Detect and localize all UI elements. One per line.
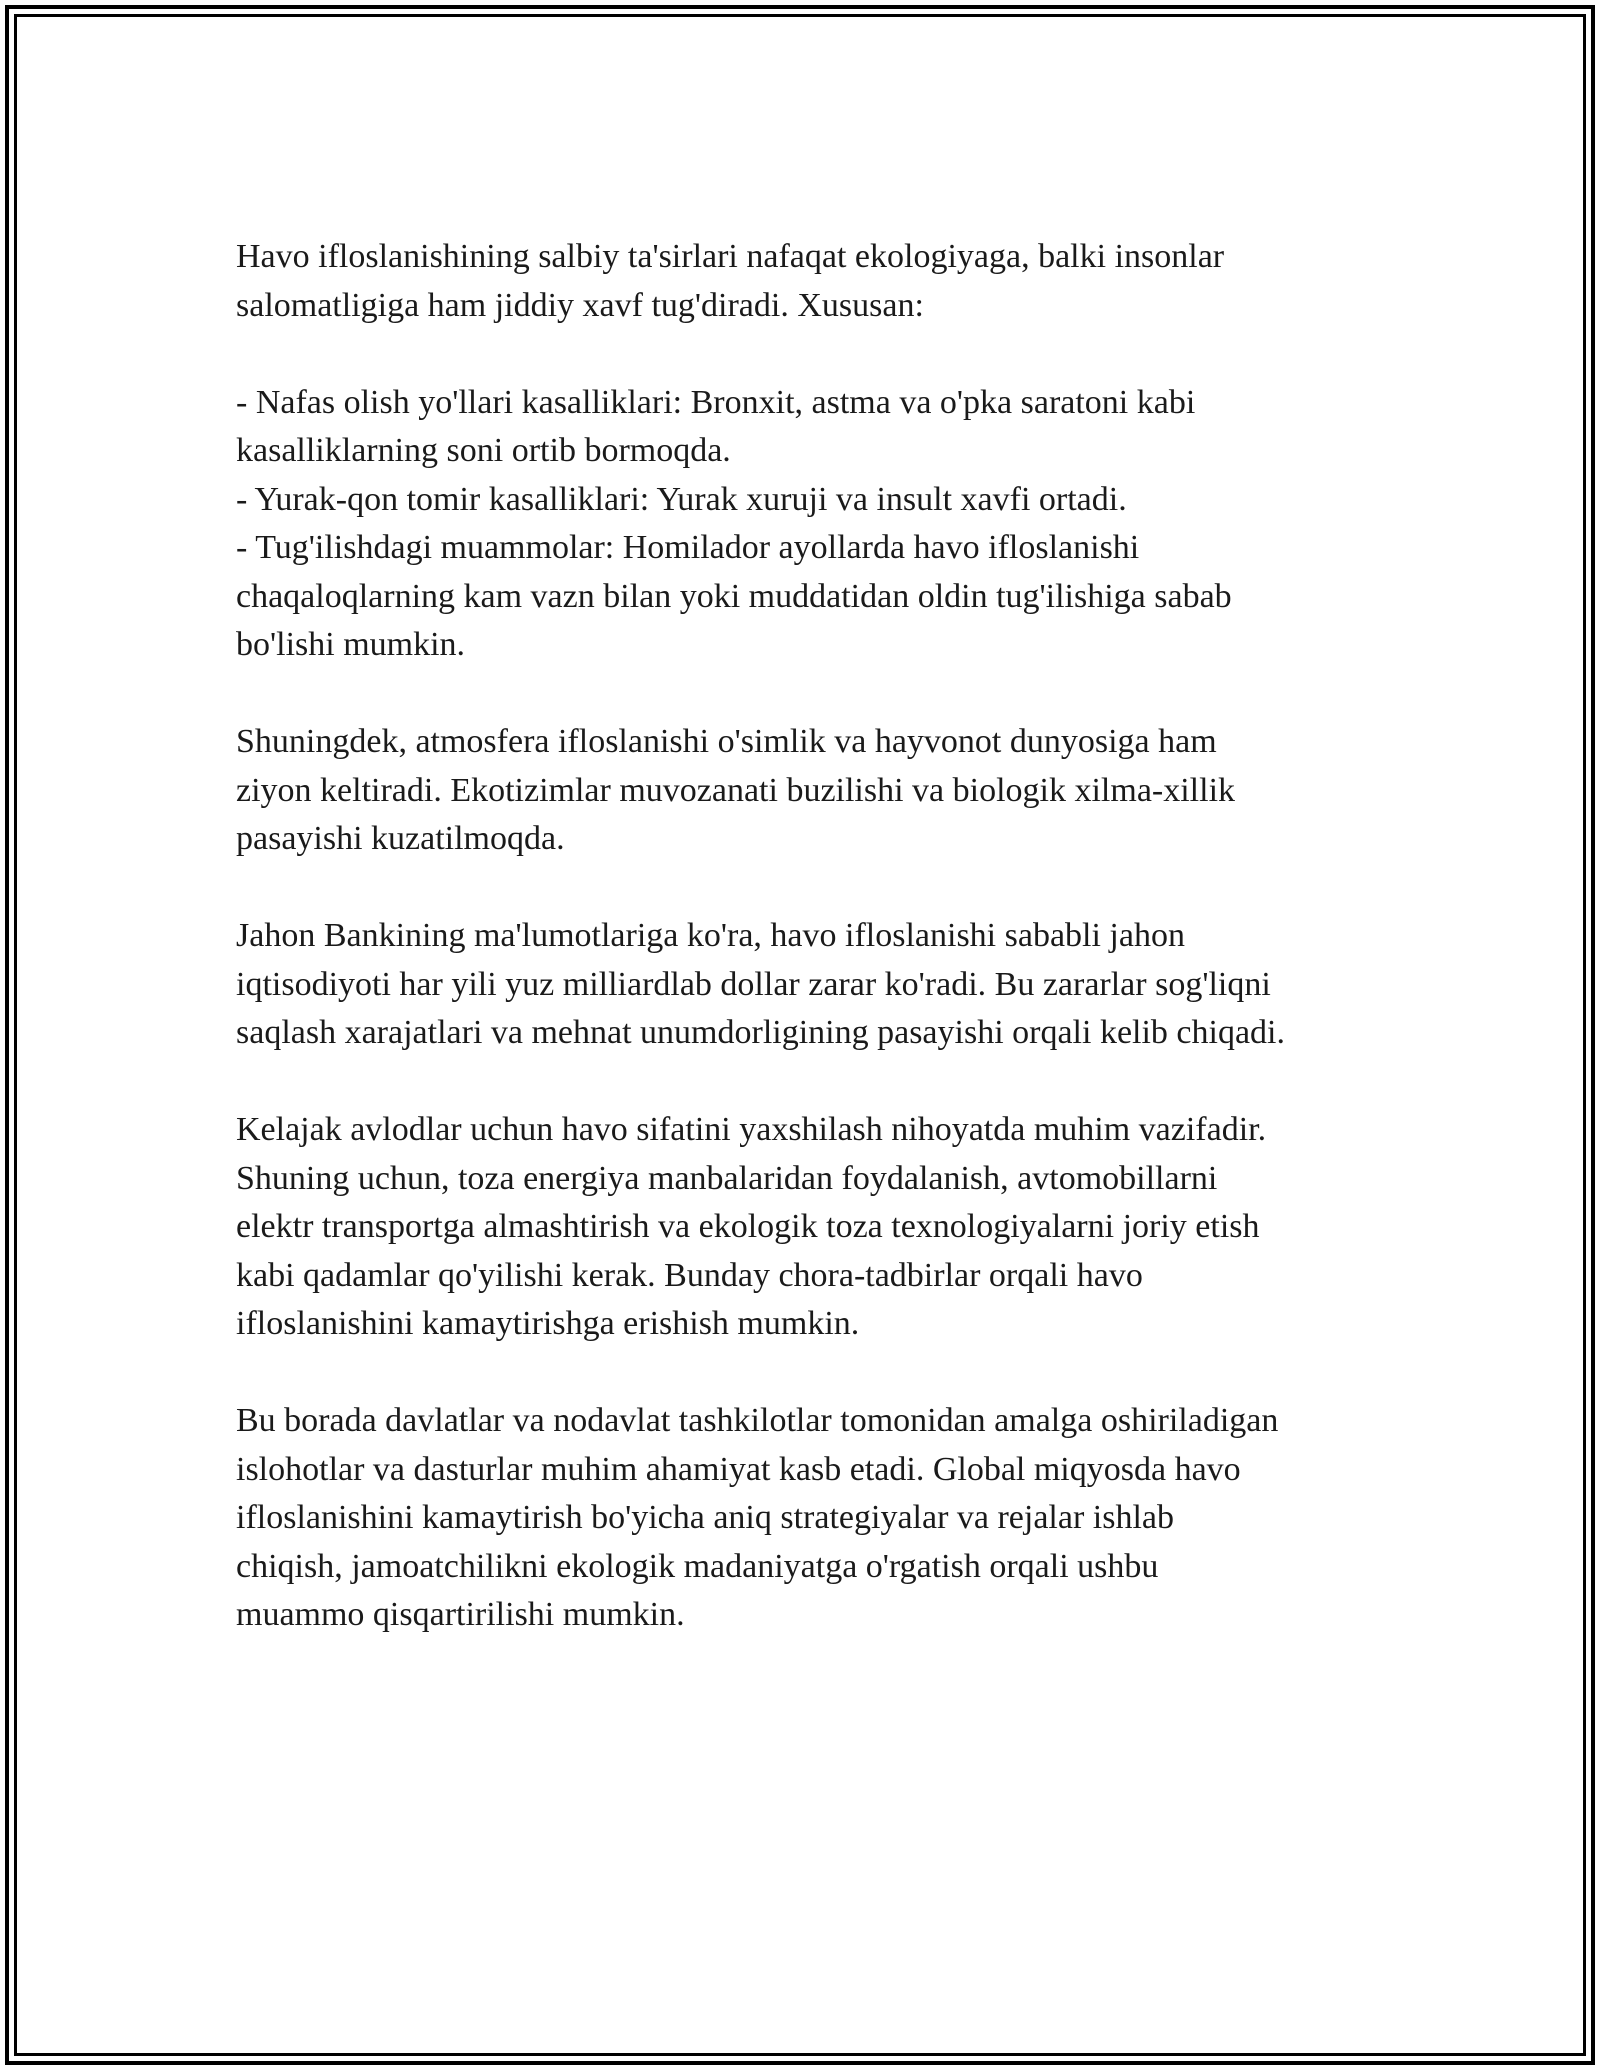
text-line: bo'lishi mumkin. — [236, 626, 466, 663]
text-line: - Nafas olish yo'llari kasalliklari: Bronxit, astma va o'pka saratoni kabi — [236, 383, 1196, 421]
text-line: ifloslanishini kamaytirish bo'yicha aniq strategiyalar va rejalar ishlab — [236, 1499, 1175, 1536]
text-line: Bu borada davlatlar va nodavlat tashkilotlar tomonidan amalga oshiriladigan — [236, 1402, 1279, 1439]
text-line: kabi qadamlar qo'yilishi kerak. Bunday chora-tadbirlar orqali havo — [236, 1256, 1143, 1294]
text-line: - Yurak-qon tomir kasalliklari: Yurak xuruji va insult xavfi ortadi. — [236, 480, 1127, 518]
text-line: Shuningdek, atmosfera ifloslanishi o'simlik va hayvonot dunyosiga ham — [236, 723, 1217, 760]
text-line: Jahon Bankining ma'lumotlariga ko'ra, havo ifloslanishi sababli jahon — [236, 917, 1185, 954]
text-line: chaqaloqlarning kam vazn bilan yoki muddatidan oldin tug'ilishiga sabab — [236, 577, 1232, 615]
text-line: muammo qisqartirilishi mumkin. — [236, 1596, 685, 1633]
paragraph-reforms — [236, 1397, 1396, 1640]
paragraph-health-effects-list — [236, 379, 1396, 670]
text-line: Havo ifloslanishining salbiy ta'sirlari nafaqat ekologiyaga, balki insonlar — [236, 238, 1225, 275]
text-line: ziyon keltiradi. Ekotizimlar muvozanati buzilishi va biologik xilma-xillik — [236, 771, 1236, 809]
document-body — [236, 233, 1396, 1688]
paragraph-ecosystems — [236, 718, 1396, 864]
paragraph-intro — [236, 233, 1396, 330]
paragraph-economy — [236, 912, 1396, 1058]
paragraph-solutions — [236, 1106, 1396, 1349]
text-line: kasalliklarning soni ortib bormoqda. — [236, 432, 731, 469]
text-line: Kelajak avlodlar uchun havo sifatini yaxshilash nihoyatda muhim vazifadir. — [236, 1111, 1267, 1148]
text-line: islohotlar va dasturlar muhim ahamiyat kasb etadi. Global miqyosda havo — [236, 1450, 1241, 1488]
text-line: iqtisodiyoti har yili yuz milliardlab dollar zarar ko'radi. Bu zararlar sog'liqni — [236, 965, 1271, 1003]
text-line: saqlash xarajatlari va mehnat unumdorligining pasayishi orqali kelib chiqadi. — [236, 1014, 1286, 1051]
text-line: Shuning uchun, toza energiya manbalaridan foydalanish, avtomobillarni — [236, 1159, 1218, 1197]
text-line: ifloslanishini kamaytirishga erishish mumkin. — [236, 1305, 860, 1342]
text-line: salomatligiga ham jiddiy xavf tug'diradi. Xususan: — [236, 286, 924, 324]
text-line: chiqish, jamoatchilikni ekologik madaniyatga o'rgatish orqali ushbu — [236, 1547, 1159, 1585]
text-line: pasayishi kuzatilmoqda. — [236, 820, 565, 857]
text-line: elektr transportga almashtirish va ekologik toza texnologiyalarni joriy etish — [236, 1208, 1260, 1245]
text-line: - Tug'ilishdagi muammolar: Homilador ayollarda havo ifloslanishi — [236, 529, 1140, 566]
